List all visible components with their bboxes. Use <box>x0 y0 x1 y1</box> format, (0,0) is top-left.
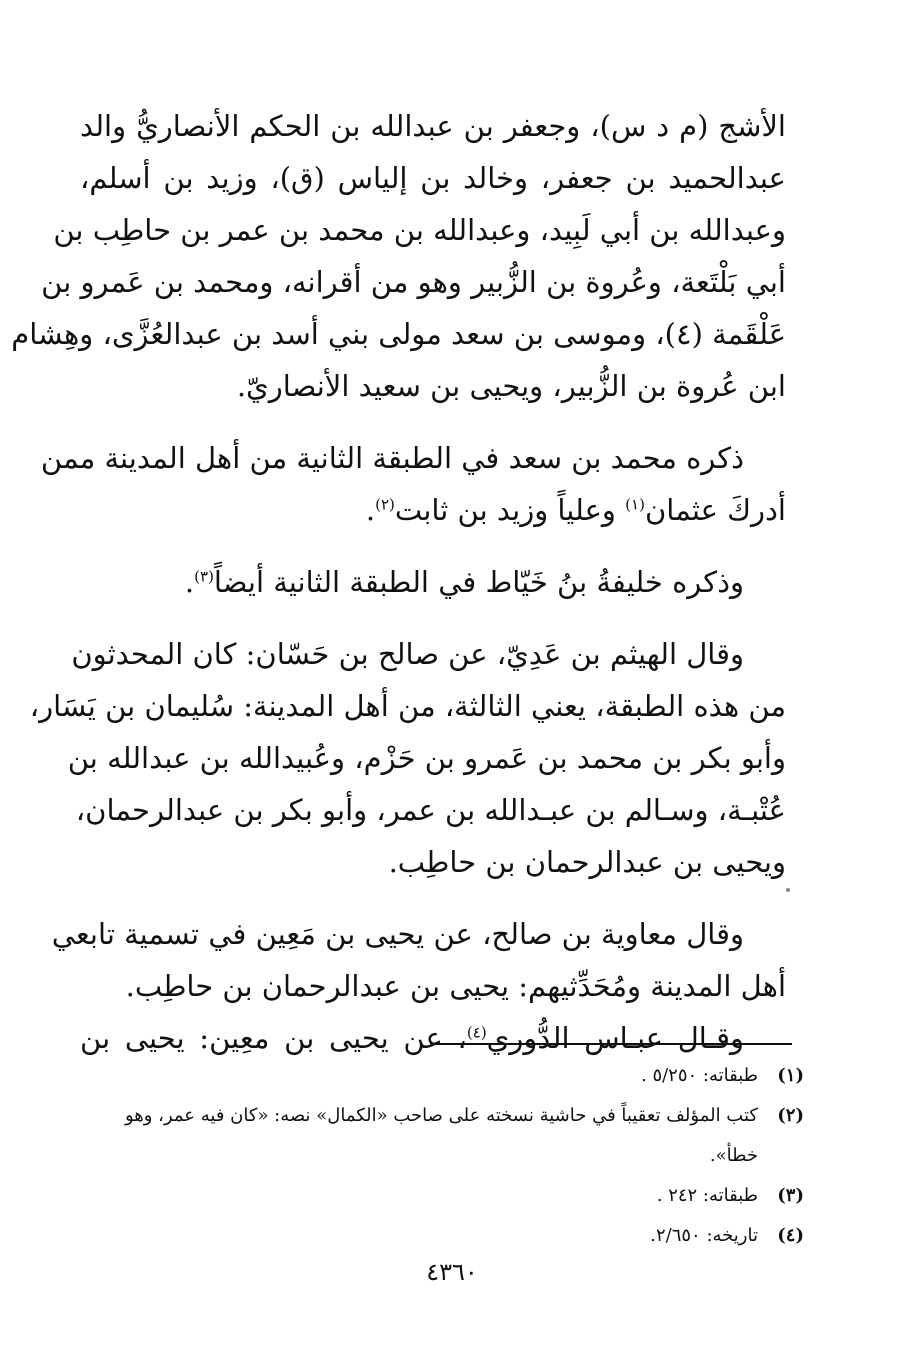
text-line: ذكره محمد بن سعد في الطبقة الثانية من أهل المدينة ممن <box>40 441 744 475</box>
footnote <box>84 1176 804 1216</box>
text-line: وقال معاوية بن صالح، عن يحيى بن مَعِين في تسمية تابعي <box>51 917 744 951</box>
footnote-text: تاريخه: ٢/٦٥٠. <box>650 1225 758 1246</box>
ink-speck <box>786 888 790 892</box>
text-line: عبدالحميد بن جعفر، وخالد بن إلياس (ق)، وزيد بن أسلم، <box>80 161 786 195</box>
paragraph-2 <box>40 432 786 536</box>
text-line: وعبدالله بن أبي لَبِيد، وعبدالله بن محمد بن عمر بن حاطِب بن <box>53 213 786 247</box>
page-number: ٤٣٦٠ <box>426 1258 478 1286</box>
text-fragment: وذكره خليفةُ بنُ خَيّاط في الطبقة الثانية أيضاً <box>213 565 744 599</box>
footnote-ref: (٣) <box>194 567 214 586</box>
text-fragment: وعلياً وزيد بن ثابت <box>394 493 626 527</box>
footnote <box>84 1056 804 1096</box>
footnote <box>84 1096 804 1176</box>
footnote-text: كتب المؤلف تعقيباً في حاشية نسخته على صاحب «الكمال» نصه: «كان فيه عمر، وهو خطأ». <box>124 1105 758 1166</box>
text-line: أهل المدينة ومُحَدِّثيهم: يحيى بن عبدالرحمان بن حاطِب. <box>125 969 786 1003</box>
text-line: الأشج (م د س)، وجعفر بن عبدالله بن الحكم الأنصاريُّ والد <box>80 109 786 143</box>
text-fragment: وقـال عبـاس الدُّوري <box>486 1021 744 1055</box>
text-line: ابن عُروة بن الزُّبير، ويحيى بن سعيد الأنصاريّ. <box>236 369 786 403</box>
main-text <box>11 100 786 1084</box>
footnote-text: طبقاته: ٥/٢٥٠ . <box>641 1065 758 1086</box>
text-line: وقال الهيثم بن عَدِيّ، عن صالح بن حَسّان: كان المحدثون <box>71 637 744 671</box>
paragraph-4 <box>29 628 786 888</box>
text-line: عُتْبـة، وسـالم بن عبـدالله بن عمر، وأبو بكر بن عبدالرحمان، <box>75 793 786 827</box>
footnote-number: (١) <box>777 1065 804 1086</box>
text-fragment: أدركَ عثمان <box>644 493 786 527</box>
text-fragment: ، عن يحيى بن معِين: يحيى بن <box>80 1021 467 1055</box>
paragraph-3 <box>80 556 786 608</box>
text-line: من هذه الطبقة، يعني الثالثة، من أهل المدينة: سُليمان بن يَسَار، <box>29 689 786 723</box>
paragraph-1 <box>11 100 786 412</box>
text-fragment: . <box>184 565 195 599</box>
footnote <box>84 1216 804 1256</box>
footnote-text: طبقاته: ٢٤٢ . <box>656 1185 758 1206</box>
footnote-ref: (٢) <box>375 495 395 514</box>
text-line: عَلْقَمة (٤)، وموسى بن سعد مولى بني أسد بن عبدالعُزَّى، وهِشام <box>11 317 786 351</box>
text-line <box>80 556 786 608</box>
footnote-number: (٢) <box>777 1105 804 1126</box>
footnote-number: (٤) <box>777 1225 804 1246</box>
footnote-ref: (١) <box>625 495 645 514</box>
paragraph-5 <box>51 908 786 1012</box>
text-line: ويحيى بن عبدالرحمان بن حاطِب. <box>388 845 786 879</box>
footnote-divider <box>430 1043 792 1045</box>
footnote-number: (٣) <box>777 1185 804 1206</box>
text-line: وأبو بكر بن محمد بن عَمرو بن حَزْم، وعُبيدالله بن عبدالله بن <box>67 741 786 775</box>
footnote-ref: (٤) <box>466 1023 487 1042</box>
text-line: أبي بَلْتَعة، وعُروة بن الزُّبير وهو من أقرانه، ومحمد بن عَمرو بن <box>41 265 786 299</box>
text-fragment: . <box>365 493 376 527</box>
footnotes <box>84 1056 804 1256</box>
text-line <box>80 484 786 536</box>
